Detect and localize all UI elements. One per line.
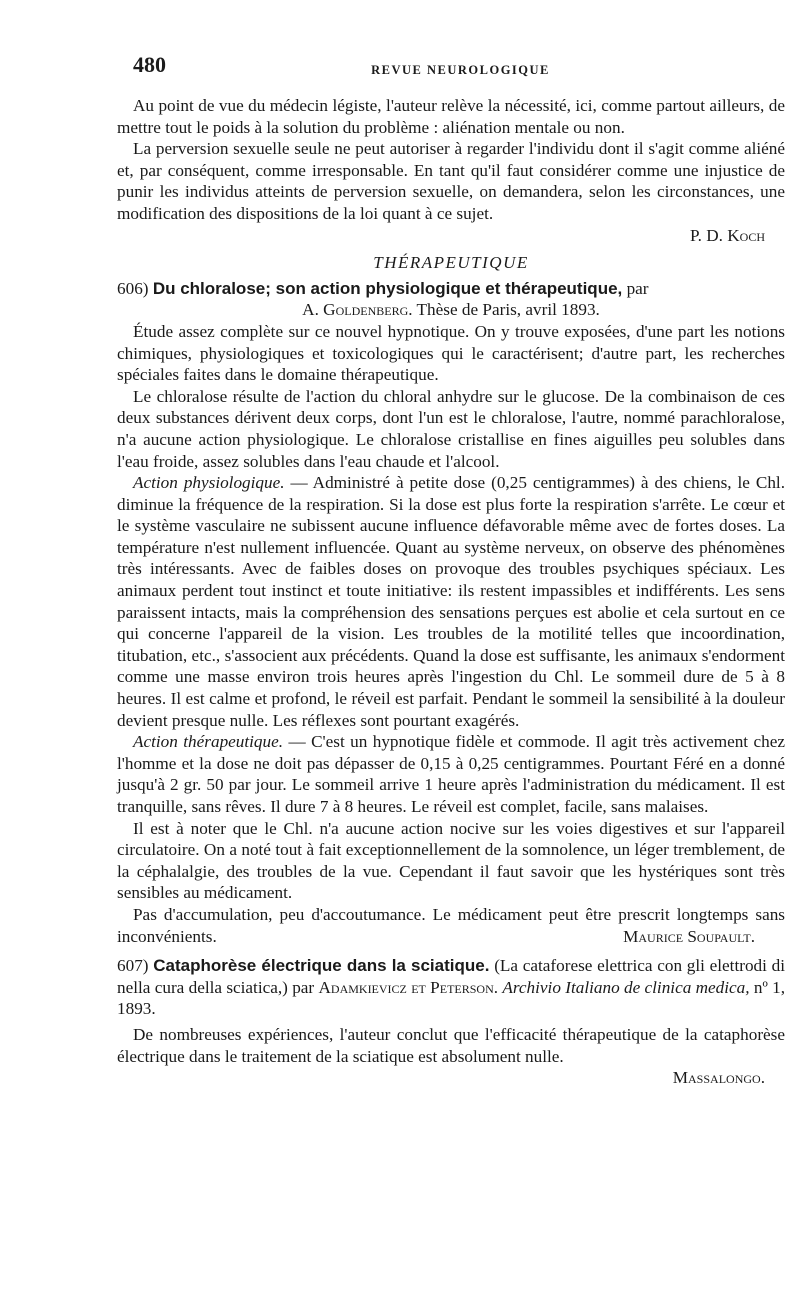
article-606-paragraph-6 — [117, 904, 785, 947]
article-606-paragraph-3-text: — Administré à petite dose (0,25 centigrammes) à des chiens, le Chl. diminue la fréquence de la respiration. Si la dose est plus forte la respiration s'arrête. Le cœur et le système vasculaire ne subissent aucune influence défavorable même avec de fortes doses. La température n'est nullement influencée. Quant au système nerveux, on observe des phénomènes très intéressants. Avec de faibles doses on provoque des troubles psychiques spéciaux. Les animaux perdent tout instinct et toute initiative: ils restent impassibles et indifférents. Les sens paraissent intacts, mais la compréhension des sensations perçues est abolie et cela surtout en ce qui concerne l'appareil de la vision. Les troubles de la motilité telles que incoordination, titubation, etc., s'associent aux précédents. Quand la dose est suffisante, les animaux s'endorment comme une masse environ trois heures après l'ingestion du Chl. Le sommeil dure de 5 à 8 heures. Il est calme et profond, le réveil est parfait. Pendant le sommeil la sensibilité à la douleur devient presque nulle. Les réflexes sont pourtant exagérés. — [117, 473, 786, 730]
page-number: 480 — [133, 52, 166, 77]
page-header — [133, 54, 788, 82]
section-heading: THÉRAPEUTIQUE — [373, 253, 529, 273]
article-606-paragraph-1: Étude assez complète sur ce nouvel hypnotique. On y trouve exposées, d'une part les notions chimiques, physiologiques et toxicologiques qui le caractérisent; d'autre part, les recherches spéciales faites dans le domaine thérapeutique. — [117, 321, 785, 385]
article-607-authors: Adamkievicz et Peterson. — [318, 977, 499, 997]
article-607-number: 607) — [117, 956, 149, 976]
article-607-title: Cataphorèse électrique dans la sciatique. — [153, 956, 490, 976]
article-606-by: par — [626, 278, 649, 298]
article-606-paragraph-4 — [117, 731, 785, 817]
action-therapeutique-label: Action thérapeutique. — [133, 732, 284, 752]
article-606-source: Thèse de Paris, avril 1893. — [416, 300, 600, 320]
article-607-journal: Archivio Italiano de clinica medica, — [502, 977, 750, 997]
article-607-paragraph-1: De nombreuses expériences, l'auteur conclut que l'efficacité thérapeutique de la cataphorèse électrique dans le traitement de la sciatique est absolument nulle. — [117, 1024, 785, 1066]
intro-paragraph-2-text: La perversion sexuelle seule ne peut autoriser à regarder l'individu dont il s'agit comme aliéné et, par conséquent, comme irresponsable. En tant qu'il faut considérer comme une injustice de punir les individus atteints de perversion sexuelle, on demandera, selon les circonstances, une modification des dispositions de la loi quant à ce sujet. — [117, 139, 785, 223]
article-606-signature: Maurice Soupault. — [623, 926, 755, 946]
article-606-author: A. Goldenberg. — [302, 300, 413, 320]
article-606-title: Du chloralose; son action physiologique et thérapeutique, — [152, 278, 623, 298]
intro-paragraph-2 — [117, 138, 785, 224]
article-606-paragraph-4-text: — C'est un hypnotique fidèle et commode. Il agit très activement chez l'homme et la dose ne doit pas dépasser de 0,15 à 0,25 centigrammes. Pourtant Féré en a donné jusqu'à 2 gr. 50 par jour. Le sommeil arrive 1 heure après l'administration du médicament. Il est tranquille, sans rêves. Il dure 7 à 8 heures. Le réveil est complet, facile, sans malaises. — [117, 732, 785, 816]
article-606-attribution — [117, 299, 785, 321]
article-607-issue: nº 1, 1893. — [117, 977, 786, 1019]
article-607-subtitle: (La cataforese elettrica con gli elettrodi di nella cura della sciatica,) par — [117, 956, 786, 997]
article-606-number: 606) — [117, 278, 149, 298]
article-607-heading — [117, 955, 785, 1020]
article-606-paragraph-5: Il est à noter que le Chl. n'a aucune action nocive sur les voies digestives et sur l'appareil circulatoire. On a noté tout à fait exceptionnellement de la somnolence, un léger tremblement, de la céphalalgie, des troubles de la vue. Cependant il faut savoir que les hystériques sont très sensibles au médicament. — [117, 818, 785, 903]
intro-signature: P. D. Koch — [689, 225, 765, 245]
article-606-paragraph-3 — [117, 472, 785, 731]
article-606-heading — [117, 278, 785, 300]
article-606-paragraph-6-text: Pas d'accumulation, peu d'accoutumance. Le médicament peut être prescrit longtemps sans inconvénients. — [117, 904, 785, 946]
article-607-signature: Massalongo. — [672, 1068, 765, 1088]
page-body — [117, 95, 785, 1089]
intro-paragraph-1: Au point de vue du médecin légiste, l'auteur relève la nécessité, ici, comme partout ailleurs, de mettre tout le poids à la solution du problème : aliénation mentale ou non. — [117, 96, 785, 137]
running-title: REVUE NEUROLOGIQUE — [371, 63, 550, 77]
article-606-paragraph-2: Le chloralose résulte de l'action du chloral anhydre sur le glucose. De la combinaison de ces deux substances dérivent deux corps, dont l'un est le chloralose, l'autre, nommé parachloralose, n'a aucune action physiologique. Le chloralose cristallise en fines aiguilles peu solubles dans l'eau froide, assez solubles dans l'eau chaude et l'alcool. — [117, 386, 785, 471]
action-physiologique-label: Action physiologique. — [133, 473, 285, 493]
